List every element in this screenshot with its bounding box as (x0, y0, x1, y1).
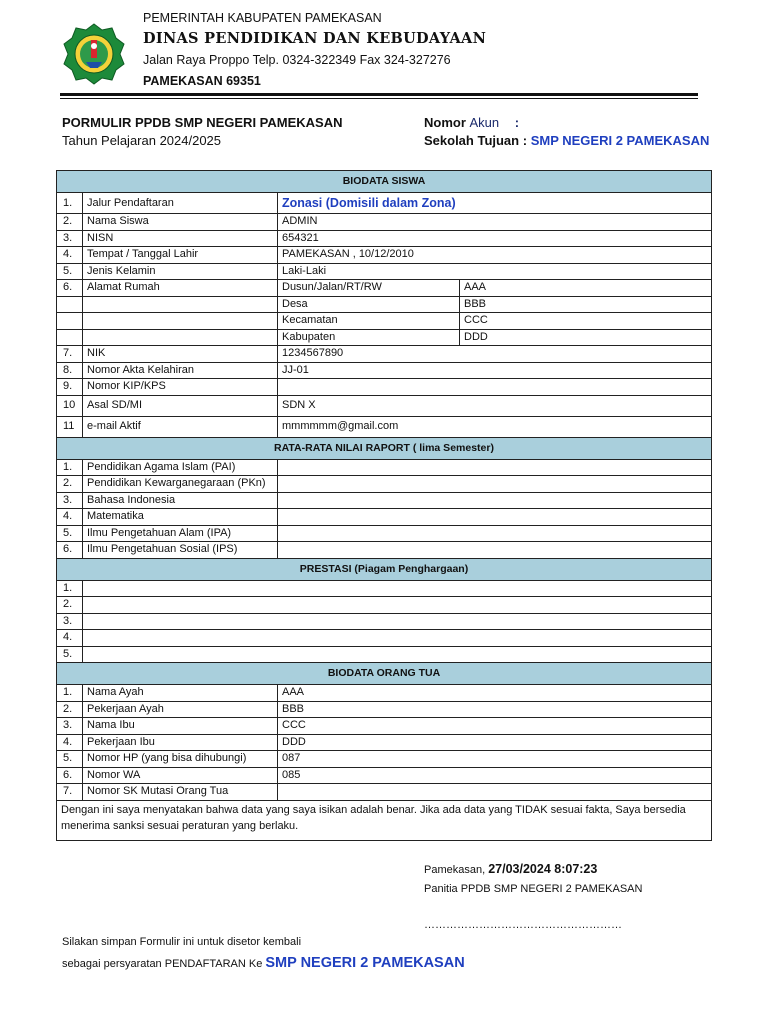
row-number: 5. (57, 751, 83, 768)
government-logo (62, 22, 126, 86)
table-row (57, 280, 712, 297)
nomor-colon: : (514, 115, 520, 130)
registration-form-table (56, 170, 712, 841)
table-row (57, 580, 712, 597)
field-label: e-mail Aktif (83, 416, 278, 437)
table-row (57, 542, 712, 559)
field-label: Asal SD/MI (83, 395, 278, 416)
achievement-value (83, 630, 712, 647)
field-value: DDD (278, 734, 712, 751)
row-number: 4. (57, 247, 83, 264)
table-row (57, 751, 712, 768)
field-label: Pekerjaan Ibu (83, 734, 278, 751)
field-label: Nama Ibu (83, 718, 278, 735)
grade-value (278, 476, 712, 493)
field-value: CCC (278, 718, 712, 735)
grade-value (278, 509, 712, 526)
section-title: BIODATA ORANG TUA (57, 663, 712, 685)
row-number: 3. (57, 718, 83, 735)
grade-value (278, 459, 712, 476)
row-number: 5. (57, 646, 83, 663)
row-number: 2. (57, 214, 83, 231)
field-value: BBB (278, 701, 712, 718)
field-label: NIK (83, 346, 278, 363)
row-number: 4. (57, 734, 83, 751)
field-label: Tempat / Tanggal Lahir (83, 247, 278, 264)
row-number: 5. (57, 525, 83, 542)
subject-label: Ilmu Pengetahuan Alam (IPA) (83, 525, 278, 542)
field-value: JJ-01 (278, 362, 712, 379)
footer-instruction-2 (62, 955, 465, 971)
table-row (57, 296, 712, 313)
table-row (57, 613, 712, 630)
table-row (57, 509, 712, 526)
header-agency-name: DINAS PENDIDIKAN DAN KEBUDAYAAN (143, 30, 487, 47)
field-label: Jalur Pendaftaran (83, 193, 278, 214)
signature-place: Pamekasan, (424, 864, 486, 876)
field-label: Nomor WA (83, 767, 278, 784)
table-row (57, 685, 712, 702)
section-header-biodata (57, 171, 712, 193)
grade-value (278, 542, 712, 559)
subject-label: Ilmu Pengetahuan Sosial (IPS) (83, 542, 278, 559)
signature-datetime: 27/03/2024 8:07:23 (488, 862, 598, 876)
field-value: 1234567890 (278, 346, 712, 363)
empty-cell (83, 296, 278, 313)
table-row (57, 492, 712, 509)
nomor-label-text: Nomor (424, 115, 466, 130)
row-number: 1. (57, 685, 83, 702)
table-row (57, 767, 712, 784)
statement-row (57, 800, 712, 840)
row-number: 8. (57, 362, 83, 379)
empty-cell (83, 329, 278, 346)
empty-cell (57, 296, 83, 313)
field-value: AAA (278, 685, 712, 702)
table-row (57, 597, 712, 614)
subject-label: Matematika (83, 509, 278, 526)
field-value: 085 (278, 767, 712, 784)
subject-label: Pendidikan Agama Islam (PAI) (83, 459, 278, 476)
table-row (57, 718, 712, 735)
row-number: 7. (57, 784, 83, 801)
field-value: 654321 (278, 230, 712, 247)
achievement-value (83, 613, 712, 630)
table-row (57, 416, 712, 437)
address-sub-label: Kabupaten (278, 329, 460, 346)
table-row (57, 525, 712, 542)
achievement-value (83, 597, 712, 614)
field-label: Alamat Rumah (83, 280, 278, 297)
row-number: 4. (57, 630, 83, 647)
row-number: 3. (57, 613, 83, 630)
table-row (57, 701, 712, 718)
footer-school-name: SMP NEGERI 2 PAMEKASAN (265, 955, 465, 971)
row-number: 4. (57, 509, 83, 526)
section-title: RATA-RATA NILAI RAPORT ( lima Semester) (57, 437, 712, 459)
field-label: Jenis Kelamin (83, 263, 278, 280)
sekolah-tujuan (424, 133, 709, 148)
row-number: 9. (57, 379, 83, 396)
address-sub-label: Dusun/Jalan/RT/RW (278, 280, 460, 297)
field-value: SDN X (278, 395, 712, 416)
achievement-value (83, 646, 712, 663)
sekolah-label: Sekolah Tujuan : (424, 133, 528, 148)
field-value: mmmmmm@gmail.com (278, 416, 712, 437)
empty-cell (57, 329, 83, 346)
address-sub-value: CCC (460, 313, 712, 330)
row-number: 7. (57, 346, 83, 363)
signature-dots: ……………………………………………… (424, 919, 622, 931)
address-sub-label: Kecamatan (278, 313, 460, 330)
table-row (57, 646, 712, 663)
table-row (57, 263, 712, 280)
field-value: PAMEKASAN , 10/12/2010 (278, 247, 712, 264)
row-number: 11 (57, 416, 83, 437)
field-label: Nama Ayah (83, 685, 278, 702)
declaration-statement: Dengan ini saya menyatakan bahwa data yang saya isikan adalah benar. Jika ada data yang TIDAK sesuai fakta, Saya bersedia menerima sanksi sesuai peraturan yang berlaku. (57, 800, 712, 840)
signature-date-line (424, 862, 597, 876)
row-number: 6. (57, 280, 83, 297)
row-number: 1. (57, 459, 83, 476)
form-title: PORMULIR PPDB SMP NEGERI PAMEKASAN (62, 115, 343, 130)
table-row (57, 379, 712, 396)
field-label: Nomor Akta Kelahiran (83, 362, 278, 379)
table-row (57, 346, 712, 363)
nomor-value: Akun (469, 115, 500, 130)
footer-instruction: Silakan simpan Formulir ini untuk disetor kembali (62, 936, 302, 948)
section-header-raport (57, 437, 712, 459)
table-row (57, 329, 712, 346)
field-value (278, 379, 712, 396)
field-label: Nomor HP (yang bisa dihubungi) (83, 751, 278, 768)
table-row (57, 230, 712, 247)
row-number: 6. (57, 542, 83, 559)
row-number: 3. (57, 230, 83, 247)
row-number: 1. (57, 193, 83, 214)
letterhead-rule (60, 93, 698, 96)
footer-instruction-text: sebagai persyaratan PENDAFTARAN Ke (62, 958, 263, 970)
table-row (57, 784, 712, 801)
table-row (57, 193, 712, 214)
achievement-value (83, 580, 712, 597)
section-title: BIODATA SISWA (57, 171, 712, 193)
table-row (57, 313, 712, 330)
letterhead-rule-thin (60, 98, 698, 99)
table-row (57, 214, 712, 231)
table-row (57, 630, 712, 647)
address-sub-label: Desa (278, 296, 460, 313)
section-header-orangtua (57, 663, 712, 685)
row-number: 1. (57, 580, 83, 597)
header-address: Jalan Raya Proppo Telp. 0324-322349 Fax 324-327276 (143, 53, 451, 67)
academic-year: Tahun Pelajaran 2024/2025 (62, 133, 222, 148)
jalur-pendaftaran-value: Zonasi (Domisili dalam Zona) (278, 193, 712, 214)
field-label: Nomor KIP/KPS (83, 379, 278, 396)
row-number: 2. (57, 597, 83, 614)
table-row (57, 247, 712, 264)
table-row (57, 459, 712, 476)
table-row (57, 476, 712, 493)
grade-value (278, 492, 712, 509)
field-value: 087 (278, 751, 712, 768)
signature-committee: Panitia PPDB SMP NEGERI 2 PAMEKASAN (424, 883, 643, 895)
field-value: ADMIN (278, 214, 712, 231)
subject-label: Bahasa Indonesia (83, 492, 278, 509)
field-label: Pekerjaan Ayah (83, 701, 278, 718)
field-label: Nomor SK Mutasi Orang Tua (83, 784, 278, 801)
section-title: PRESTASI (Piagam Penghargaan) (57, 558, 712, 580)
sekolah-value: SMP NEGERI 2 PAMEKASAN (530, 133, 710, 148)
address-sub-value: BBB (460, 296, 712, 313)
row-number: 2. (57, 476, 83, 493)
row-number: 3. (57, 492, 83, 509)
grade-value (278, 525, 712, 542)
address-sub-value: DDD (460, 329, 712, 346)
row-number: 5. (57, 263, 83, 280)
row-number: 10 (57, 395, 83, 416)
empty-cell (57, 313, 83, 330)
field-label: Nama Siswa (83, 214, 278, 231)
table-row (57, 734, 712, 751)
field-value: Laki-Laki (278, 263, 712, 280)
header-city-postal: PAMEKASAN 69351 (143, 74, 261, 88)
empty-cell (83, 313, 278, 330)
address-sub-value: AAA (460, 280, 712, 297)
nomor-label (424, 115, 519, 130)
row-number: 2. (57, 701, 83, 718)
table-row (57, 362, 712, 379)
header-line-1: PEMERINTAH KABUPATEN PAMEKASAN (143, 11, 382, 25)
table-row (57, 395, 712, 416)
subject-label: Pendidikan Kewarganegaraan (PKn) (83, 476, 278, 493)
row-number: 6. (57, 767, 83, 784)
field-value (278, 784, 712, 801)
section-header-prestasi (57, 558, 712, 580)
field-label: NISN (83, 230, 278, 247)
